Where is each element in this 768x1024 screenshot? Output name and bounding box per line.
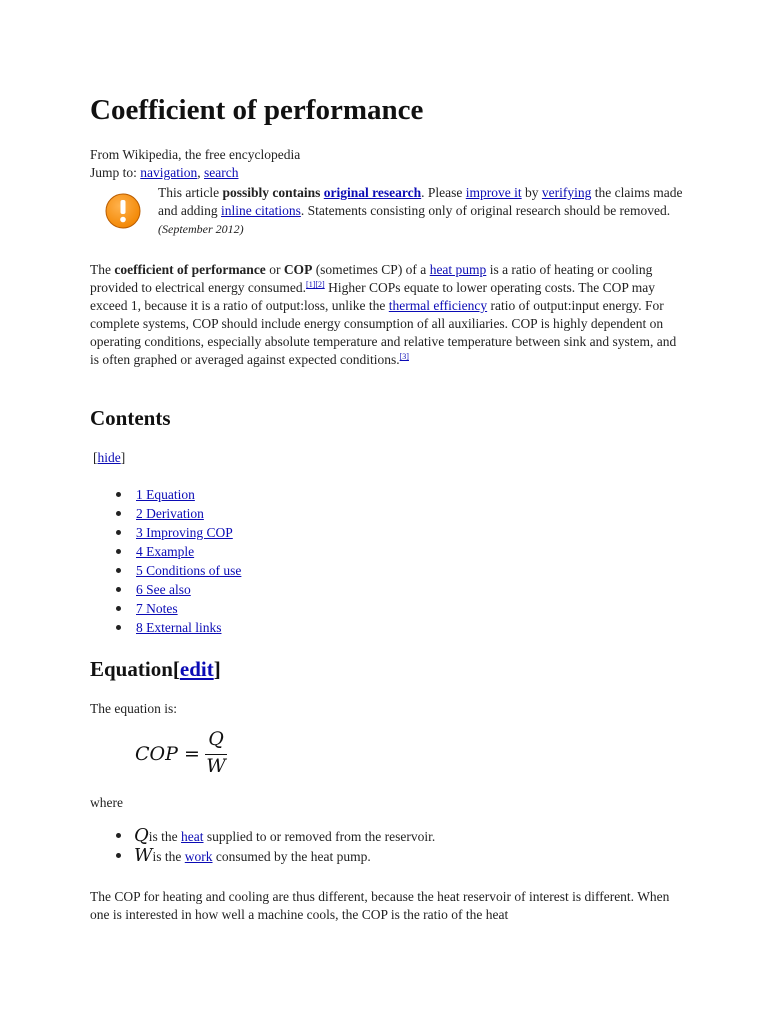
intro-text-6: ratio of output:input energy. For complete systems, COP should include energy consumption of all auxiliaries. COP is highly dependent on operating conditions, especially absolute temperature and relative temperature between sink and system, and is often graphed or averaged against expected conditions. (90, 298, 677, 367)
toc-item (90, 523, 241, 542)
formula-lhs: COP = (135, 743, 200, 765)
notice-text-2: . Please (421, 185, 466, 200)
site-subtitle: From Wikipedia, the free encyclopedia (90, 147, 301, 162)
thermal-efficiency-link[interactable]: thermal efficiency (388, 298, 488, 313)
where-label: where (90, 795, 123, 810)
jump-separator: , (197, 165, 201, 180)
toc-item (90, 485, 241, 504)
improve-it-link[interactable]: improve it (465, 185, 522, 200)
cop-heating-cooling-paragraph: The COP for heating and cooling are thus different, because the heat reservoir of interest is different. When one is interested in how well a machine cools, the COP is the ratio of the heat (90, 889, 670, 922)
notice-date: (September 2012) (158, 222, 244, 236)
term-q-text-2: supplied to or removed from the reservoir. (203, 829, 436, 844)
equation-intro: The equation is: (90, 701, 177, 716)
toc-item (90, 504, 241, 523)
toc-item (90, 542, 241, 561)
intro-text-3: (sometimes CP) of a (312, 262, 430, 277)
intro-text-5: Higher COPs equate to lower operating costs. The COP may exceed 1, because it is a ratio of output:loss, unlike the (90, 280, 656, 313)
toc-item (90, 599, 241, 618)
term-q (90, 826, 435, 846)
jump-navigation-link[interactable]: navigation (140, 165, 198, 180)
inline-citations-link[interactable]: inline citations (221, 203, 301, 218)
formula-numerator: Q (208, 728, 224, 750)
heat-link[interactable]: heat (181, 829, 204, 844)
term-q-text-1: is the (148, 829, 182, 844)
toc-link-see-also[interactable]: 6 See also (136, 582, 191, 597)
heat-pump-link[interactable]: heat pump (429, 262, 487, 277)
toc-link-external-links[interactable]: 8 External links (136, 620, 222, 635)
toc-link-example[interactable]: 4 Example (136, 544, 195, 559)
notice-text-4: the claims made and adding (158, 185, 683, 218)
page-title: Coefficient of performance (90, 94, 424, 126)
toc-link-conditions-of-use[interactable]: 5 Conditions of use (136, 563, 242, 578)
toc-link-notes[interactable]: 7 Notes (136, 601, 178, 616)
formula-fraction (205, 730, 227, 775)
toc-item (90, 561, 241, 580)
notice-bold: possibly contains (222, 185, 321, 200)
ref-1-link[interactable]: [1] (306, 280, 316, 289)
toc-item (90, 580, 241, 599)
notice-text-1: This article (158, 185, 223, 200)
toc-link-equation[interactable]: 1 Equation (136, 487, 195, 502)
hide-link[interactable]: hide (97, 450, 121, 465)
notice-text (158, 184, 688, 238)
ref-2-link[interactable]: [2] (315, 280, 325, 289)
ref-3-link[interactable]: [3] (399, 352, 409, 361)
notice-text-5: . Statements consisting only of original research should be removed. (300, 203, 671, 218)
equation-heading (90, 656, 221, 682)
intro-bold-cop: COP (283, 262, 313, 277)
edit-bracket-close: ] (213, 657, 221, 681)
toc-link-improving-cop[interactable]: 3 Improving COP (136, 525, 233, 540)
toc-hide-toggle (93, 449, 125, 467)
intro-text-1: The (90, 262, 115, 277)
hide-bracket-close: ] (120, 450, 126, 465)
table-of-contents (90, 485, 241, 637)
jump-links (90, 164, 239, 182)
hide-bracket-open: [ (93, 450, 98, 465)
work-link[interactable]: work (184, 849, 213, 864)
equation-heading-text: Equation (90, 657, 173, 681)
intro-text-4: is a ratio of heating or cooling provided to electrical energy consumed. (90, 262, 653, 295)
edit-bracket-open: [ (172, 657, 180, 681)
equation-edit-link[interactable]: edit (179, 657, 214, 681)
term-w (90, 846, 435, 866)
term-q-symbol: Q (134, 825, 149, 846)
contents-heading: Contents (90, 406, 171, 430)
term-w-text-1: is the (152, 849, 185, 864)
term-w-symbol: W (134, 845, 153, 866)
verifying-link[interactable]: verifying (541, 185, 592, 200)
toc-link-derivation[interactable]: 2 Derivation (136, 506, 204, 521)
warning-exclamation-icon (104, 192, 142, 230)
intro-bold-term: coefficient of performance (114, 262, 266, 277)
toc-item (90, 618, 241, 637)
formula-denominator: W (206, 755, 226, 777)
intro-text-2: or (265, 262, 284, 277)
intro-paragraph (90, 261, 680, 369)
jump-search-link[interactable]: search (204, 165, 239, 180)
notice-text-3: by (521, 185, 542, 200)
original-research-link[interactable]: original research (323, 185, 422, 200)
formula-terms (90, 826, 435, 866)
jump-label: Jump to: (90, 165, 137, 180)
term-w-text-2: consumed by the heat pump. (212, 849, 371, 864)
